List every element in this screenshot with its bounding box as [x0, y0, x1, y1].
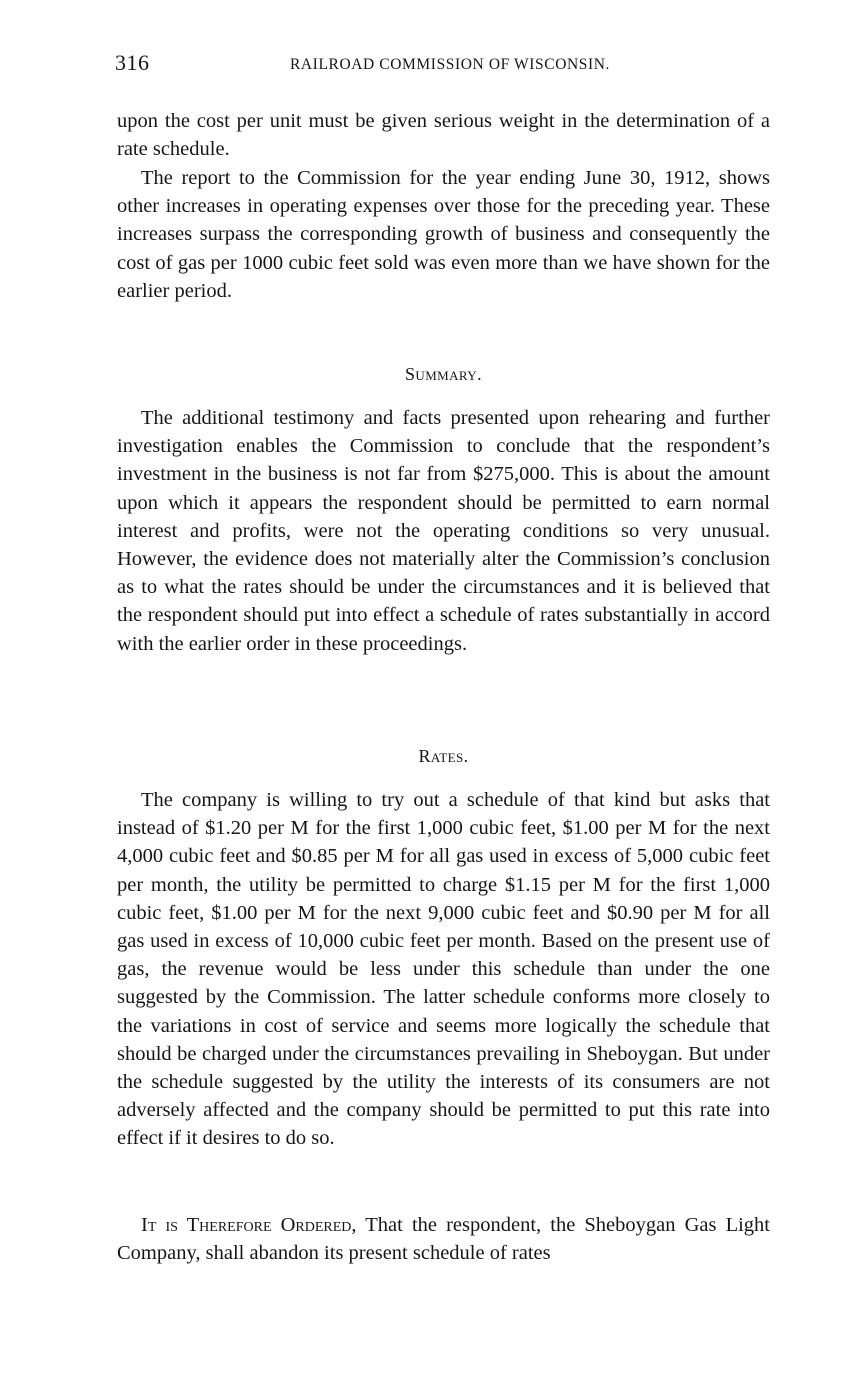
order-text: That the respondent, the Sheboygan Gas Light Company, shall abandon its present schedule of rates [117, 1214, 770, 1265]
paragraph-report-1912: The report to the Commission for the year ending June 30, 1912, shows other increases in operating expenses over those for the preceding year. These increases surpass the corresponding growth of business and consequently the cost of gas per 1000 cubic feet sold was even more than we have shown for the earlier period. [117, 167, 770, 302]
order-lead-text: It is Therefore Ordered, [141, 1214, 357, 1236]
running-title: RAILROAD COMMISSION OF WISCONSIN. [289, 56, 611, 73]
paragraph-continuation: upon the cost per unit must be given serious weight in the determination of a rate schedule. [117, 110, 770, 161]
section-heading-rates: Rates. [418, 746, 469, 766]
section-heading-summary: Summary. [405, 364, 482, 384]
paragraph-order [117, 1211, 770, 1267]
paragraph-rates: The company is willing to try out a schedule of that kind but asks that instead of $1.20 per M for the first 1,000 cubic feet, $1.00 per M for the next 4,000 cubic feet and $0.85 per M for all gas used in excess of 5,000 cubic feet per month, the utility be permitted to charge $1.15 per M for the first 1,000 cubic feet, $1.00 per M for the next 9,000 cubic feet and $0.90 per M for all gas used in excess of 10,000 cubic feet per month. Based on the present use of gas, the revenue would be less under this schedule than under the one suggested by the Commission. The latter schedule conforms more closely to the variations in cost of service and seems more logically the schedule that should be charged under the circumstances prevailing in Sheboygan. But under the schedule suggested by the utility the interests of its consumers are not adversely affected and the company should be permitted to put this rate into effect if it desires to do so. [117, 789, 770, 1150]
paragraph-summary: The additional testimony and facts presented upon rehearing and further investigation enables the Commission to conclude that the respondent’s investment in the business is not far from $275,000. This is about the amount upon which it appears the respondent should be permitted to earn normal interest and profits, were not the operating conditions so very unusual. However, the evidence does not materially alter the Commission’s conclusion as to what the rates should be under the circumstances and it is believed that the respondent should put into effect a schedule of rates substantially in accord with the earlier order in these proceedings. [117, 407, 770, 655]
page-number: 316 [115, 50, 150, 75]
